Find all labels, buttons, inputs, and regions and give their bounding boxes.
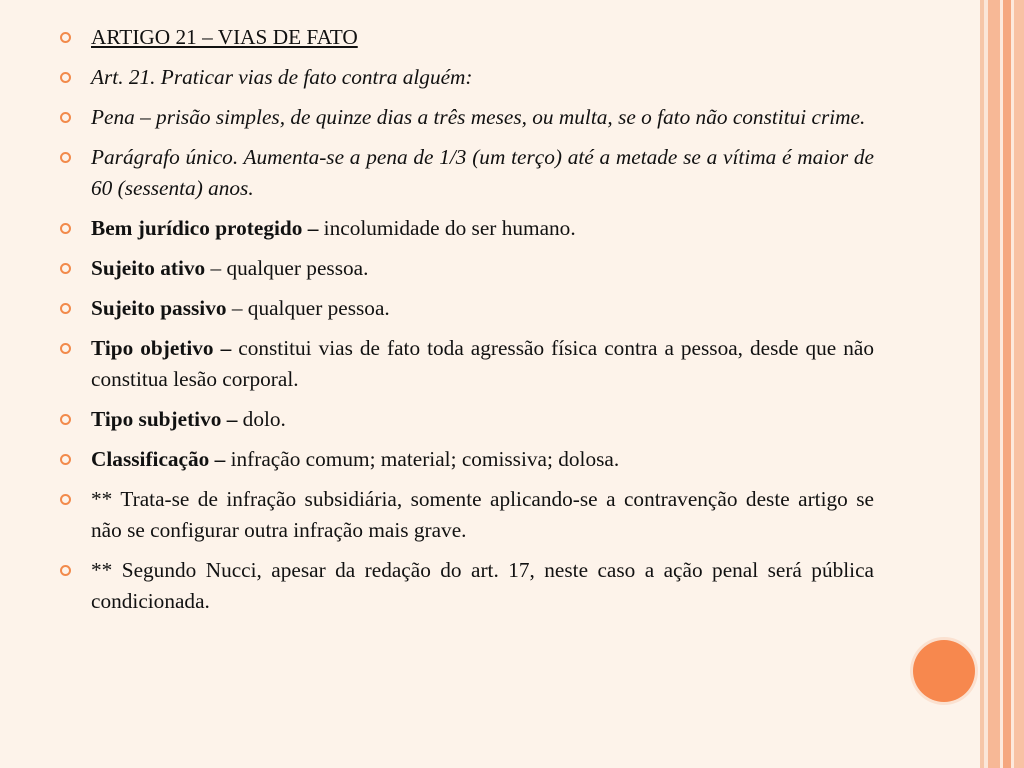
bullet-icon xyxy=(60,414,71,425)
bullet-icon xyxy=(60,343,71,354)
paragraph-text: Parágrafo único. Aumenta-se a pena de 1/3 (um terço) até a metade se a vítima é maior de 60 (sessenta) anos. xyxy=(91,145,874,200)
slide-title: ARTIGO 21 – VIAS DE FATO xyxy=(91,25,358,49)
bullet-icon xyxy=(60,223,71,234)
bullet-icon xyxy=(60,152,71,163)
list-item-objective-type xyxy=(60,333,874,395)
list-item-nucci-note xyxy=(60,555,874,617)
list-item-subjective-type xyxy=(60,404,874,435)
active-subject-text: – qualquer pessoa. xyxy=(205,256,369,280)
bullet-icon xyxy=(60,303,71,314)
bullet-icon xyxy=(60,454,71,465)
decorative-circle xyxy=(913,640,975,702)
decorative-stripe xyxy=(1014,0,1024,768)
decorative-stripe xyxy=(988,0,1000,768)
bullet-icon xyxy=(60,32,71,43)
bullet-icon xyxy=(60,263,71,274)
legal-good-term: Bem jurídico protegido – xyxy=(91,216,319,240)
list-item-article xyxy=(60,62,874,93)
list-item-paragraph xyxy=(60,142,874,204)
bullet-icon xyxy=(60,112,71,123)
list-item-penalty xyxy=(60,102,874,133)
bullet-list xyxy=(60,22,874,626)
legal-good-text: incolumidade do ser humano. xyxy=(318,216,576,240)
subjective-type-text: dolo. xyxy=(237,407,286,431)
subsidiary-note-text: ** Trata-se de infração subsidiária, somente aplicando-se a contravenção deste artigo se não se configurar outra infração mais grave. xyxy=(91,487,874,542)
list-item-passive-subject xyxy=(60,293,874,324)
passive-subject-text: – qualquer pessoa. xyxy=(226,296,390,320)
decorative-stripe xyxy=(1003,0,1011,768)
bullet-icon xyxy=(60,494,71,505)
nucci-note-text: ** Segundo Nucci, apesar da redação do art. 17, neste caso a ação penal será pública condicionada. xyxy=(91,558,874,613)
penalty-text: Pena – prisão simples, de quinze dias a três meses, ou multa, se o fato não constitui crime. xyxy=(91,105,866,129)
list-item-classification xyxy=(60,444,874,475)
subjective-type-term: Tipo subjetivo – xyxy=(91,407,238,431)
bullet-icon xyxy=(60,72,71,83)
list-item-title xyxy=(60,22,874,53)
bullet-icon xyxy=(60,565,71,576)
passive-subject-term: Sujeito passivo xyxy=(91,296,227,320)
list-item-active-subject xyxy=(60,253,874,284)
active-subject-term: Sujeito ativo xyxy=(91,256,206,280)
article-text: Art. 21. Praticar vias de fato contra alguém: xyxy=(91,65,473,89)
list-item-subsidiary-note xyxy=(60,484,874,546)
classification-text: infração comum; material; comissiva; dolosa. xyxy=(225,447,620,471)
classification-term: Classificação – xyxy=(91,447,226,471)
list-item-legal-good xyxy=(60,213,874,244)
objective-type-text: constitui vias de fato toda agressão física contra a pessoa, desde que não constitua lesão corporal. xyxy=(91,336,874,391)
objective-type-term: Tipo objetivo – xyxy=(91,336,232,360)
